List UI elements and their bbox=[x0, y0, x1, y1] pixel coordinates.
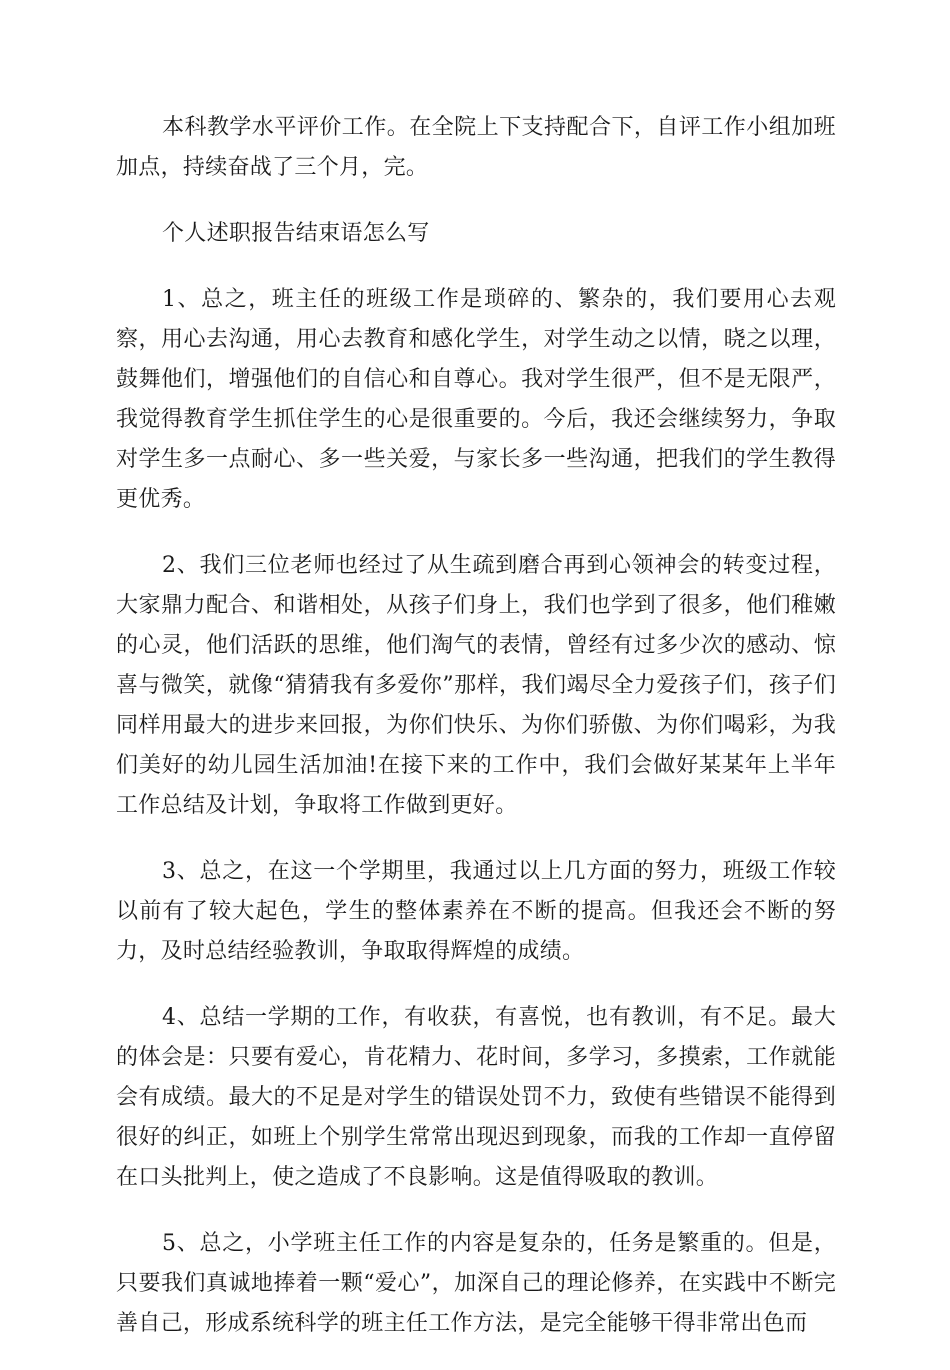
paragraph-5: 5、总之，小学班主任工作的内容是复杂的，任务是繁重的。但是，只要我们真诚地捧着一颗“爱心”，加深自己的理论修养，在实践中不断完善自己，形成系统科学的班主任工作方法，是完全能够干得非常出色而 bbox=[116, 1231, 836, 1336]
paragraph-2: 2、我们三位老师也经过了从生疏到磨合再到心领神会的转变过程，大家鼎力配合、和谐相处，从孩子们身上，我们也学到了很多，他们稚嫩的心灵，他们活跃的思维，他们淘气的表情，曾经有过多少次的感动、惊喜与微笑，就像“猜猜我有多爱你”那样，我们竭尽全力爱孩子们，孩子们同样用最大的进步来回报，为你们快乐、为你们骄傲、为你们喝彩，为我们美好的幼儿园生活加油!在接下来的工作中，我们会做好某某年上半年工作总结及计划，争取将工作做到更好。 bbox=[116, 553, 836, 818]
paragraph-4: 4、总结一学期的工作，有收获，有喜悦，也有教训，有不足。最大的体会是：只要有爱心，肯花精力、花时间，多学习，多摸索，工作就能会有成绩。最大的不足是对学生的错误处罚不力，致使有些错误不能得到很好的纠正，如班上个别学生常常出现迟到现象，而我的工作却一直停留在口头批判上，使之造成了不良影响。这是值得吸取的教训。 bbox=[116, 1005, 836, 1190]
paragraph-1: 1、总之，班主任的班级工作是琐碎的、繁杂的，我们要用心去观察，用心去沟通，用心去教育和感化学生，对学生动之以情，晓之以理，鼓舞他们，增强他们的自信心和自尊心。我对学生很严，但不是无限严，我觉得教育学生抓住学生的心是很重要的。今后，我还会继续努力，争取对学生多一点耐心、多一些关爱，与家长多一些沟通，把我们的学生教得更优秀。 bbox=[116, 287, 836, 512]
section-title: 个人述职报告结束语怎么写 bbox=[162, 221, 430, 246]
document-body bbox=[116, 108, 836, 1370]
intro-paragraph: 本科教学水平评价工作。在全院上下支持配合下，自评工作小组加班加点，持续奋战了三个月，完。 bbox=[116, 115, 836, 180]
paragraph-3: 3、总之，在这一个学期里，我通过以上几方面的努力，班级工作较以前有了较大起色，学生的整体素养在不断的提高。但我还会不断的努力，及时总结经验教训，争取取得辉煌的成绩。 bbox=[116, 859, 836, 964]
